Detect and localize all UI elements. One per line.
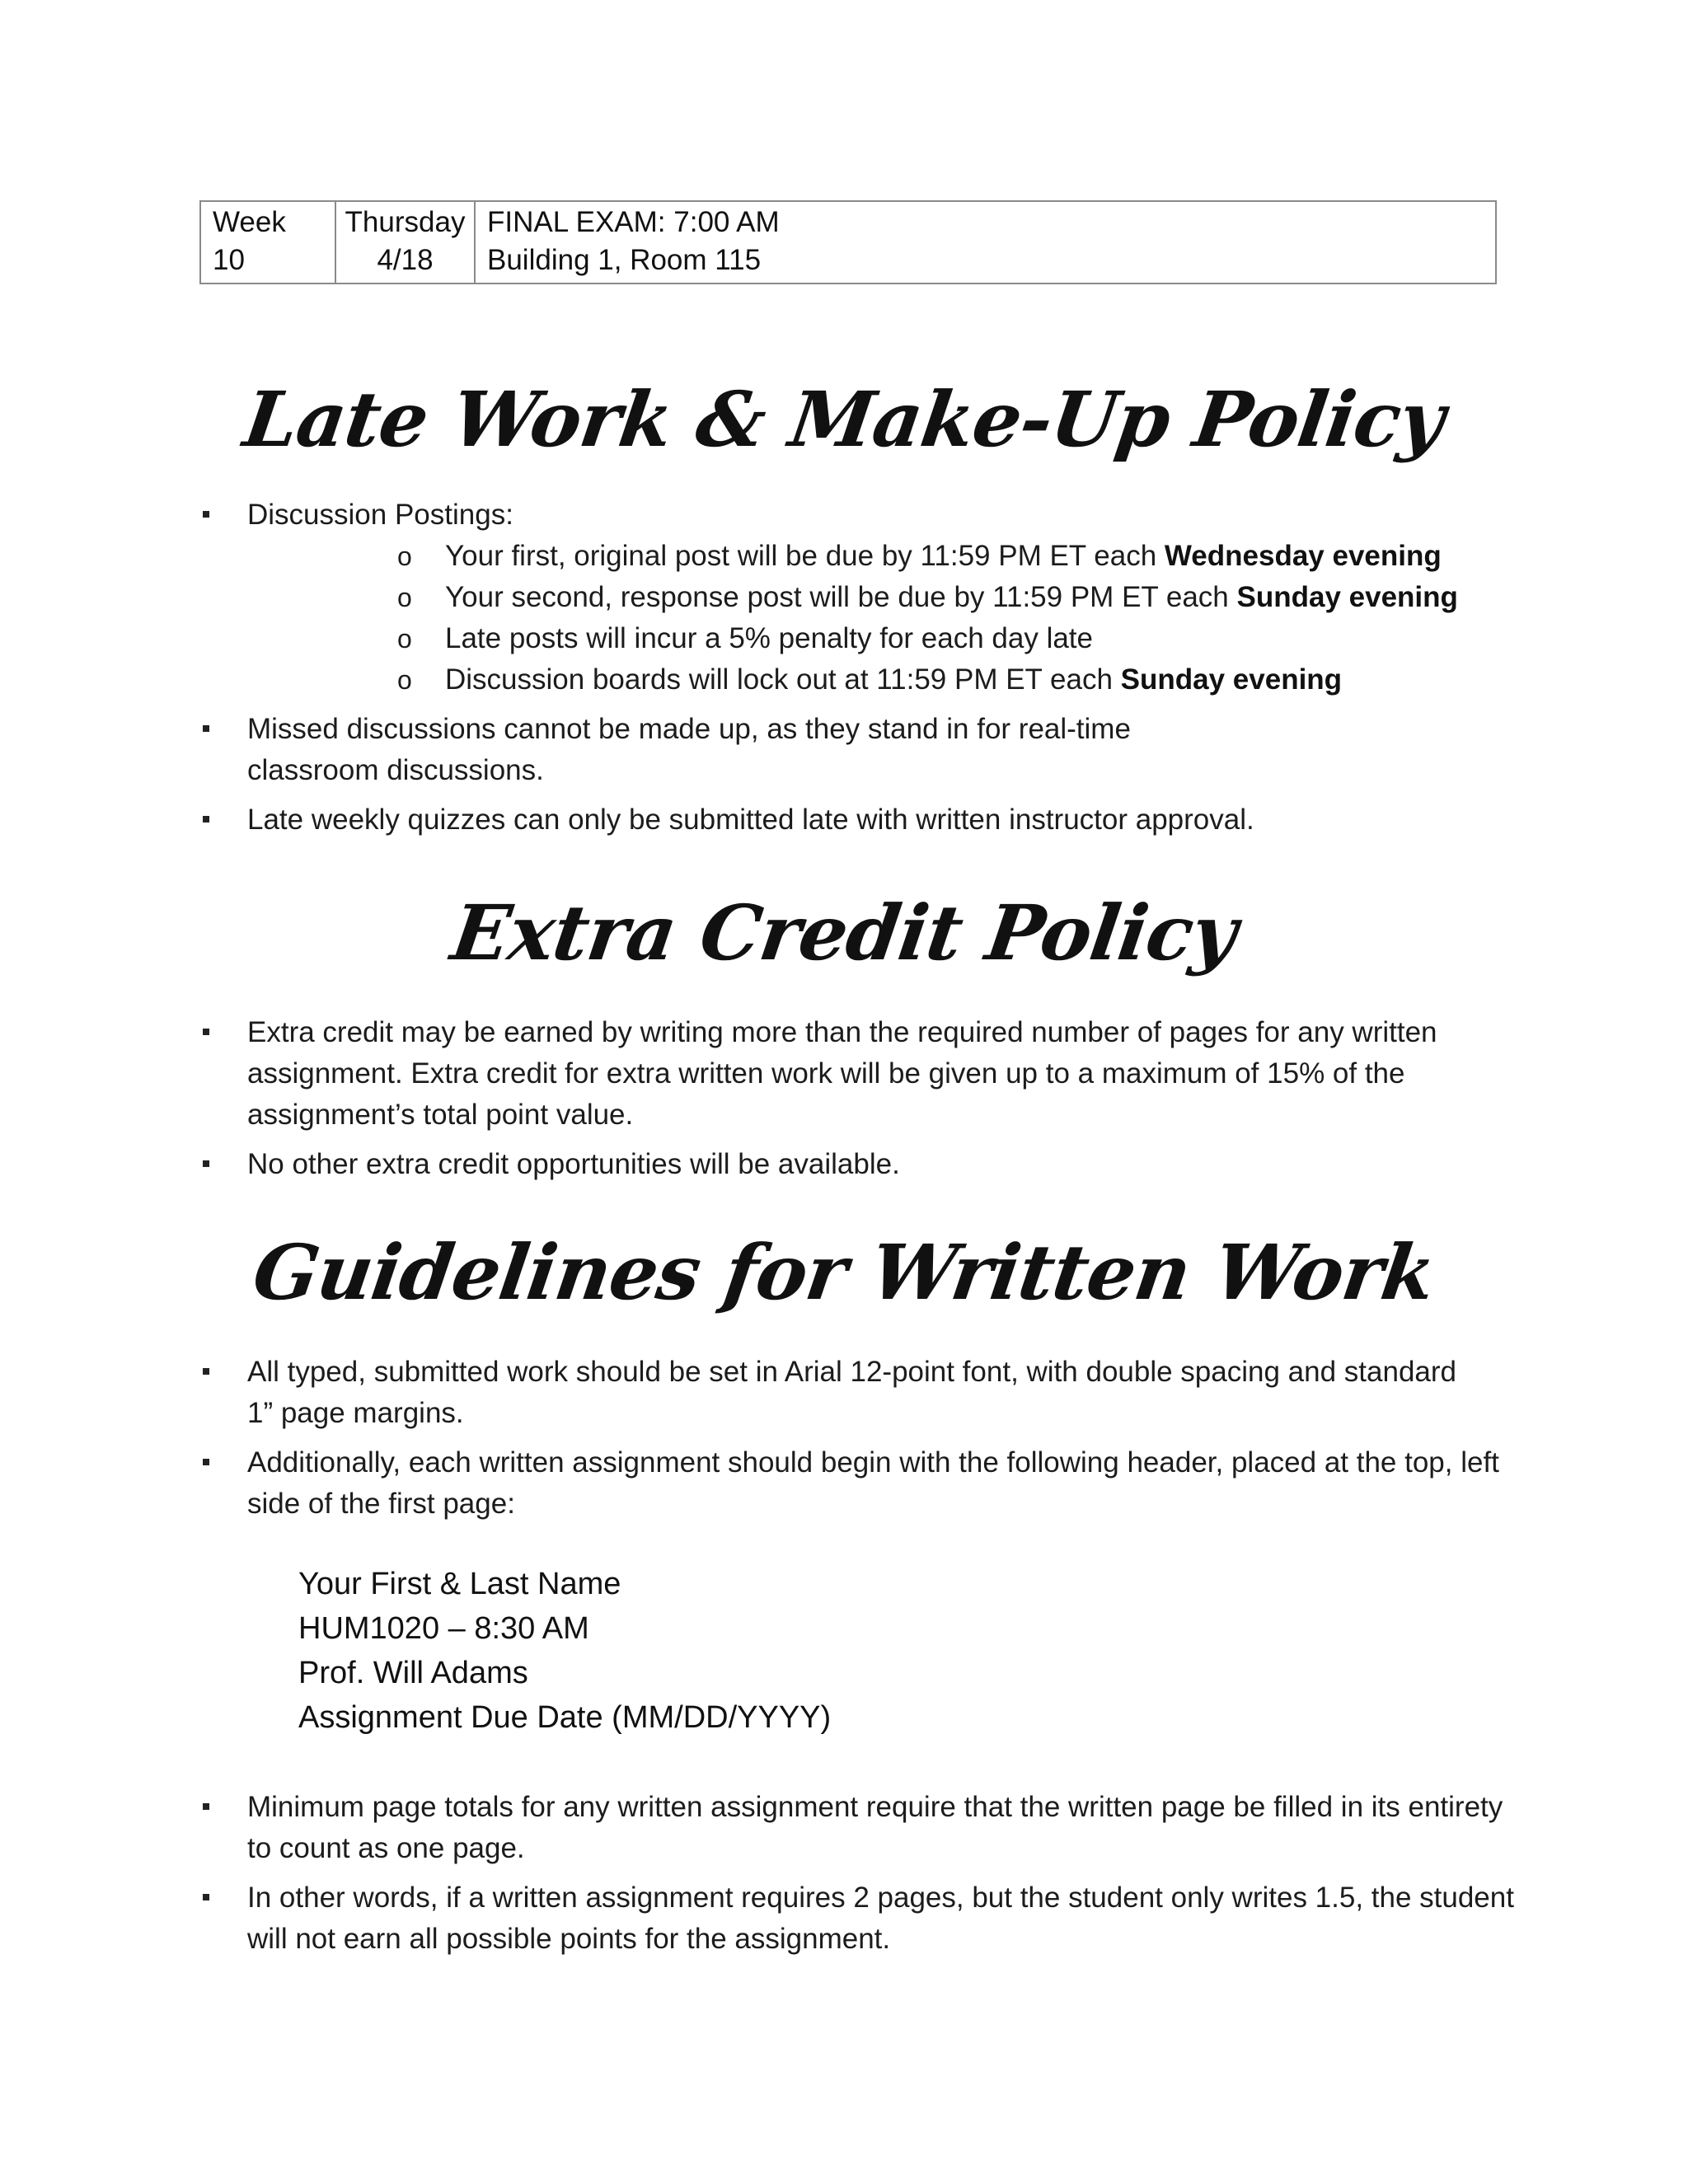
week-cell: [200, 201, 335, 284]
header-line-name: Your First & Last Name: [298, 1567, 621, 1601]
week-number: 10: [213, 244, 245, 276]
list-item: [199, 494, 1502, 701]
week-label: Week: [213, 206, 286, 238]
guidelines-list-bottom: [199, 1787, 1514, 1968]
bullet-marker: [203, 1160, 209, 1167]
bullet-marker: [203, 725, 209, 732]
table-row: [200, 201, 1496, 284]
sub-marker: o: [397, 665, 412, 695]
sub-list-item: [247, 659, 1502, 701]
list-item: [199, 799, 1502, 841]
bullet-marker: [203, 1368, 209, 1375]
minimum-page-text: Minimum page totals for any written assignment require that the written page be filled in its entirety to count as one page.: [247, 1791, 1503, 1864]
list-item: [199, 1787, 1517, 1869]
header-instruction-text: Additionally, each written assignment should begin with the following header, placed at the top, left side of the first page:: [247, 1446, 1499, 1520]
list-item: [199, 1442, 1517, 1525]
sub-list-item: [247, 577, 1502, 618]
guidelines-list-top: [199, 1352, 1502, 1533]
late-quizzes-text: Late weekly quizzes can only be submitted late with written instructor approval.: [247, 804, 1254, 836]
sub-marker: o: [397, 583, 412, 612]
list-item: [199, 1012, 1467, 1136]
late-policy-list: [199, 494, 1502, 849]
list-item: [199, 1144, 1502, 1185]
bullet-marker: [203, 1803, 209, 1810]
bullet-marker: [203, 816, 209, 823]
list-item: [199, 1877, 1517, 1960]
extra-credit-text: Extra credit may be earned by writing more than the required number of pages for any written assignment. Extra credit for extra written work will be given up to a maximum of 15% of the assignment’s total point value.: [247, 1016, 1437, 1131]
missed-discussions-text: Missed discussions cannot be made up, as they stand in for real-time classroom discussions.: [247, 713, 1131, 786]
list-item: [199, 1352, 1484, 1434]
page-example-text: In other words, if a written assignment requires 2 pages, but the student only writes 1.5, the student will not earn all possible points for the assignment.: [247, 1882, 1514, 1955]
sub-item-text: Your first, original post will be due by 11:59 PM ET each: [445, 540, 1165, 572]
day-label: Thursday: [345, 206, 466, 238]
late-policy-heading: Late Work & Make-Up Policy: [238, 375, 1450, 464]
date-cell: [335, 201, 475, 284]
sub-item-emphasis: Sunday evening: [1236, 581, 1458, 613]
no-other-credit-text: No other extra credit opportunities will be available.: [247, 1148, 900, 1180]
sub-item-text: Late posts will incur a 5% penalty for each day late: [445, 622, 1093, 654]
extra-credit-list: [199, 1012, 1502, 1193]
sample-header-block: [298, 1562, 831, 1740]
event-title: FINAL EXAM: 7:00 AM: [487, 206, 780, 238]
bullet-marker: [203, 1029, 209, 1035]
header-line-course: HUM1020 – 8:30 AM: [298, 1611, 589, 1646]
sub-marker: o: [397, 541, 412, 571]
final-exam-schedule-table: [199, 200, 1497, 284]
sub-item-emphasis: Wednesday evening: [1164, 540, 1442, 572]
bullet-marker: [203, 1894, 209, 1900]
header-line-professor: Prof. Will Adams: [298, 1656, 528, 1690]
typed-work-text: All typed, submitted work should be set in Arial 12-point font, with double spacing and standard 1” page margins.: [247, 1356, 1456, 1429]
guidelines-heading: Guidelines for Written Work: [247, 1228, 1441, 1317]
event-cell: [475, 201, 1496, 284]
sub-item-text: Discussion boards will lock out at 11:59 PM ET each: [445, 663, 1121, 696]
extra-credit-heading: Extra Credit Policy: [446, 888, 1242, 977]
sub-item-text: Your second, response post will be due by 11:59 PM ET each: [445, 581, 1237, 613]
header-line-due-date: Assignment Due Date (MM/DD/YYYY): [298, 1700, 832, 1735]
bullet-marker: [203, 511, 209, 518]
discussion-sub-list: [247, 536, 1502, 701]
event-location: Building 1, Room 115: [487, 244, 762, 276]
list-item: [199, 709, 1502, 791]
discussion-postings-label: Discussion Postings:: [247, 499, 513, 531]
sub-item-emphasis: Sunday evening: [1120, 663, 1343, 696]
bullet-marker: [203, 1459, 209, 1465]
date-value: 4/18: [377, 244, 434, 276]
sub-list-item: [247, 618, 1502, 659]
sub-list-item: [247, 536, 1502, 577]
sub-marker: o: [397, 624, 412, 654]
